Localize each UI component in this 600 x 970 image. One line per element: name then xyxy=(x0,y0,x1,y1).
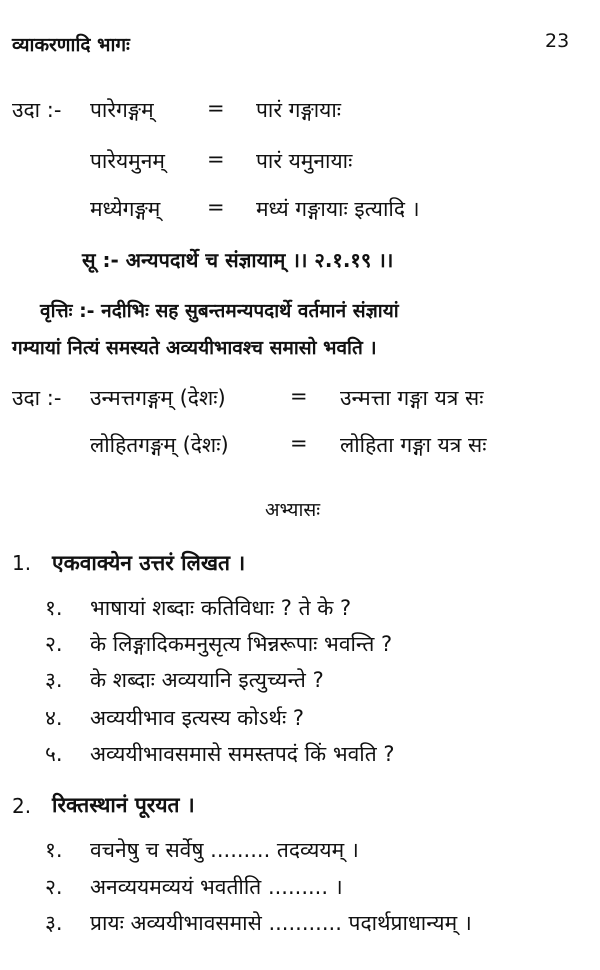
item-text: अनव्ययमव्ययं भवतीति ......... । xyxy=(90,875,343,899)
sutra-line: सू :- अन्यपदार्थे च संज्ञायाम् ।। २.१.१९ ।। xyxy=(82,248,394,272)
example-word: मध्येगङ्गम् xyxy=(90,197,161,221)
example-word: पारेगङ्गम् xyxy=(90,98,154,122)
example-meaning: पारं गङ्गायाः xyxy=(256,98,342,122)
item-number: ५. xyxy=(45,742,63,766)
example-meaning: लोहिता गङ्गा यत्र सः xyxy=(340,433,487,457)
item-text: के शब्दाः अव्ययानि इत्युच्यन्ते ? xyxy=(90,668,324,692)
vritti-line-1: वृत्तिः :- नदीभिः सह सुबन्तमन्यपदार्थे वर्तमानं संज्ञायां xyxy=(40,300,399,322)
vritti-line-2: गम्यायां नित्यं समस्यते अव्ययीभावश्च समासो भवति । xyxy=(12,337,377,359)
item-number: ३. xyxy=(45,911,63,935)
item-number: २. xyxy=(45,875,63,899)
example-word: पारेयमुनम् xyxy=(90,149,165,173)
item-text: भाषायां शब्दाः कतिविधाः ? ते के ? xyxy=(90,596,352,620)
item-number: १. xyxy=(45,838,63,862)
example-meaning: मध्यं गङ्गायाः इत्यादि । xyxy=(256,197,420,221)
item-number: १. xyxy=(45,596,63,620)
equals-sign: = xyxy=(290,384,308,408)
equals-sign: = xyxy=(207,96,225,120)
equals-sign: = xyxy=(290,431,308,455)
section-number: 1. xyxy=(12,551,32,575)
example-word: उन्मत्तगङ्गम् (देशः) xyxy=(90,386,226,410)
exercise-heading: अभ्यासः xyxy=(265,499,321,521)
item-text: प्रायः अव्ययीभावसमासे ........... पदार्थप्राधान्यम् । xyxy=(90,911,472,935)
section-number: 2. xyxy=(12,794,32,818)
equals-sign: = xyxy=(207,195,225,219)
running-header: व्याकरणादि भागः xyxy=(12,34,130,56)
example-meaning: पारं यमुनायाः xyxy=(256,149,353,173)
example-prefix: उदा :- xyxy=(12,98,62,122)
item-number: २. xyxy=(45,632,63,656)
section-title: रिक्तस्थानं पूरयत । xyxy=(52,793,195,817)
section-title: एकवाक्येन उत्तरं लिखत । xyxy=(52,551,246,575)
item-text: वचनेषु च सर्वेषु ......... तदव्ययम् । xyxy=(90,838,359,862)
item-text: के लिङ्गादिकमनुसृत्य भिन्नरूपाः भवन्ति ? xyxy=(90,632,393,656)
equals-sign: = xyxy=(207,147,225,171)
item-text: अव्ययीभावसमासे समस्तपदं किं भवति ? xyxy=(90,742,395,766)
item-number: ४. xyxy=(45,706,63,730)
item-text: अव्ययीभाव इत्यस्य कोऽर्थः ? xyxy=(90,706,305,730)
page-number: 23 xyxy=(545,30,570,52)
example-word: लोहितगङ्गम् (देशः) xyxy=(90,433,229,457)
example-prefix: उदा :- xyxy=(12,386,62,410)
example-meaning: उन्मत्ता गङ्गा यत्र सः xyxy=(340,386,484,410)
item-number: ३. xyxy=(45,668,63,692)
